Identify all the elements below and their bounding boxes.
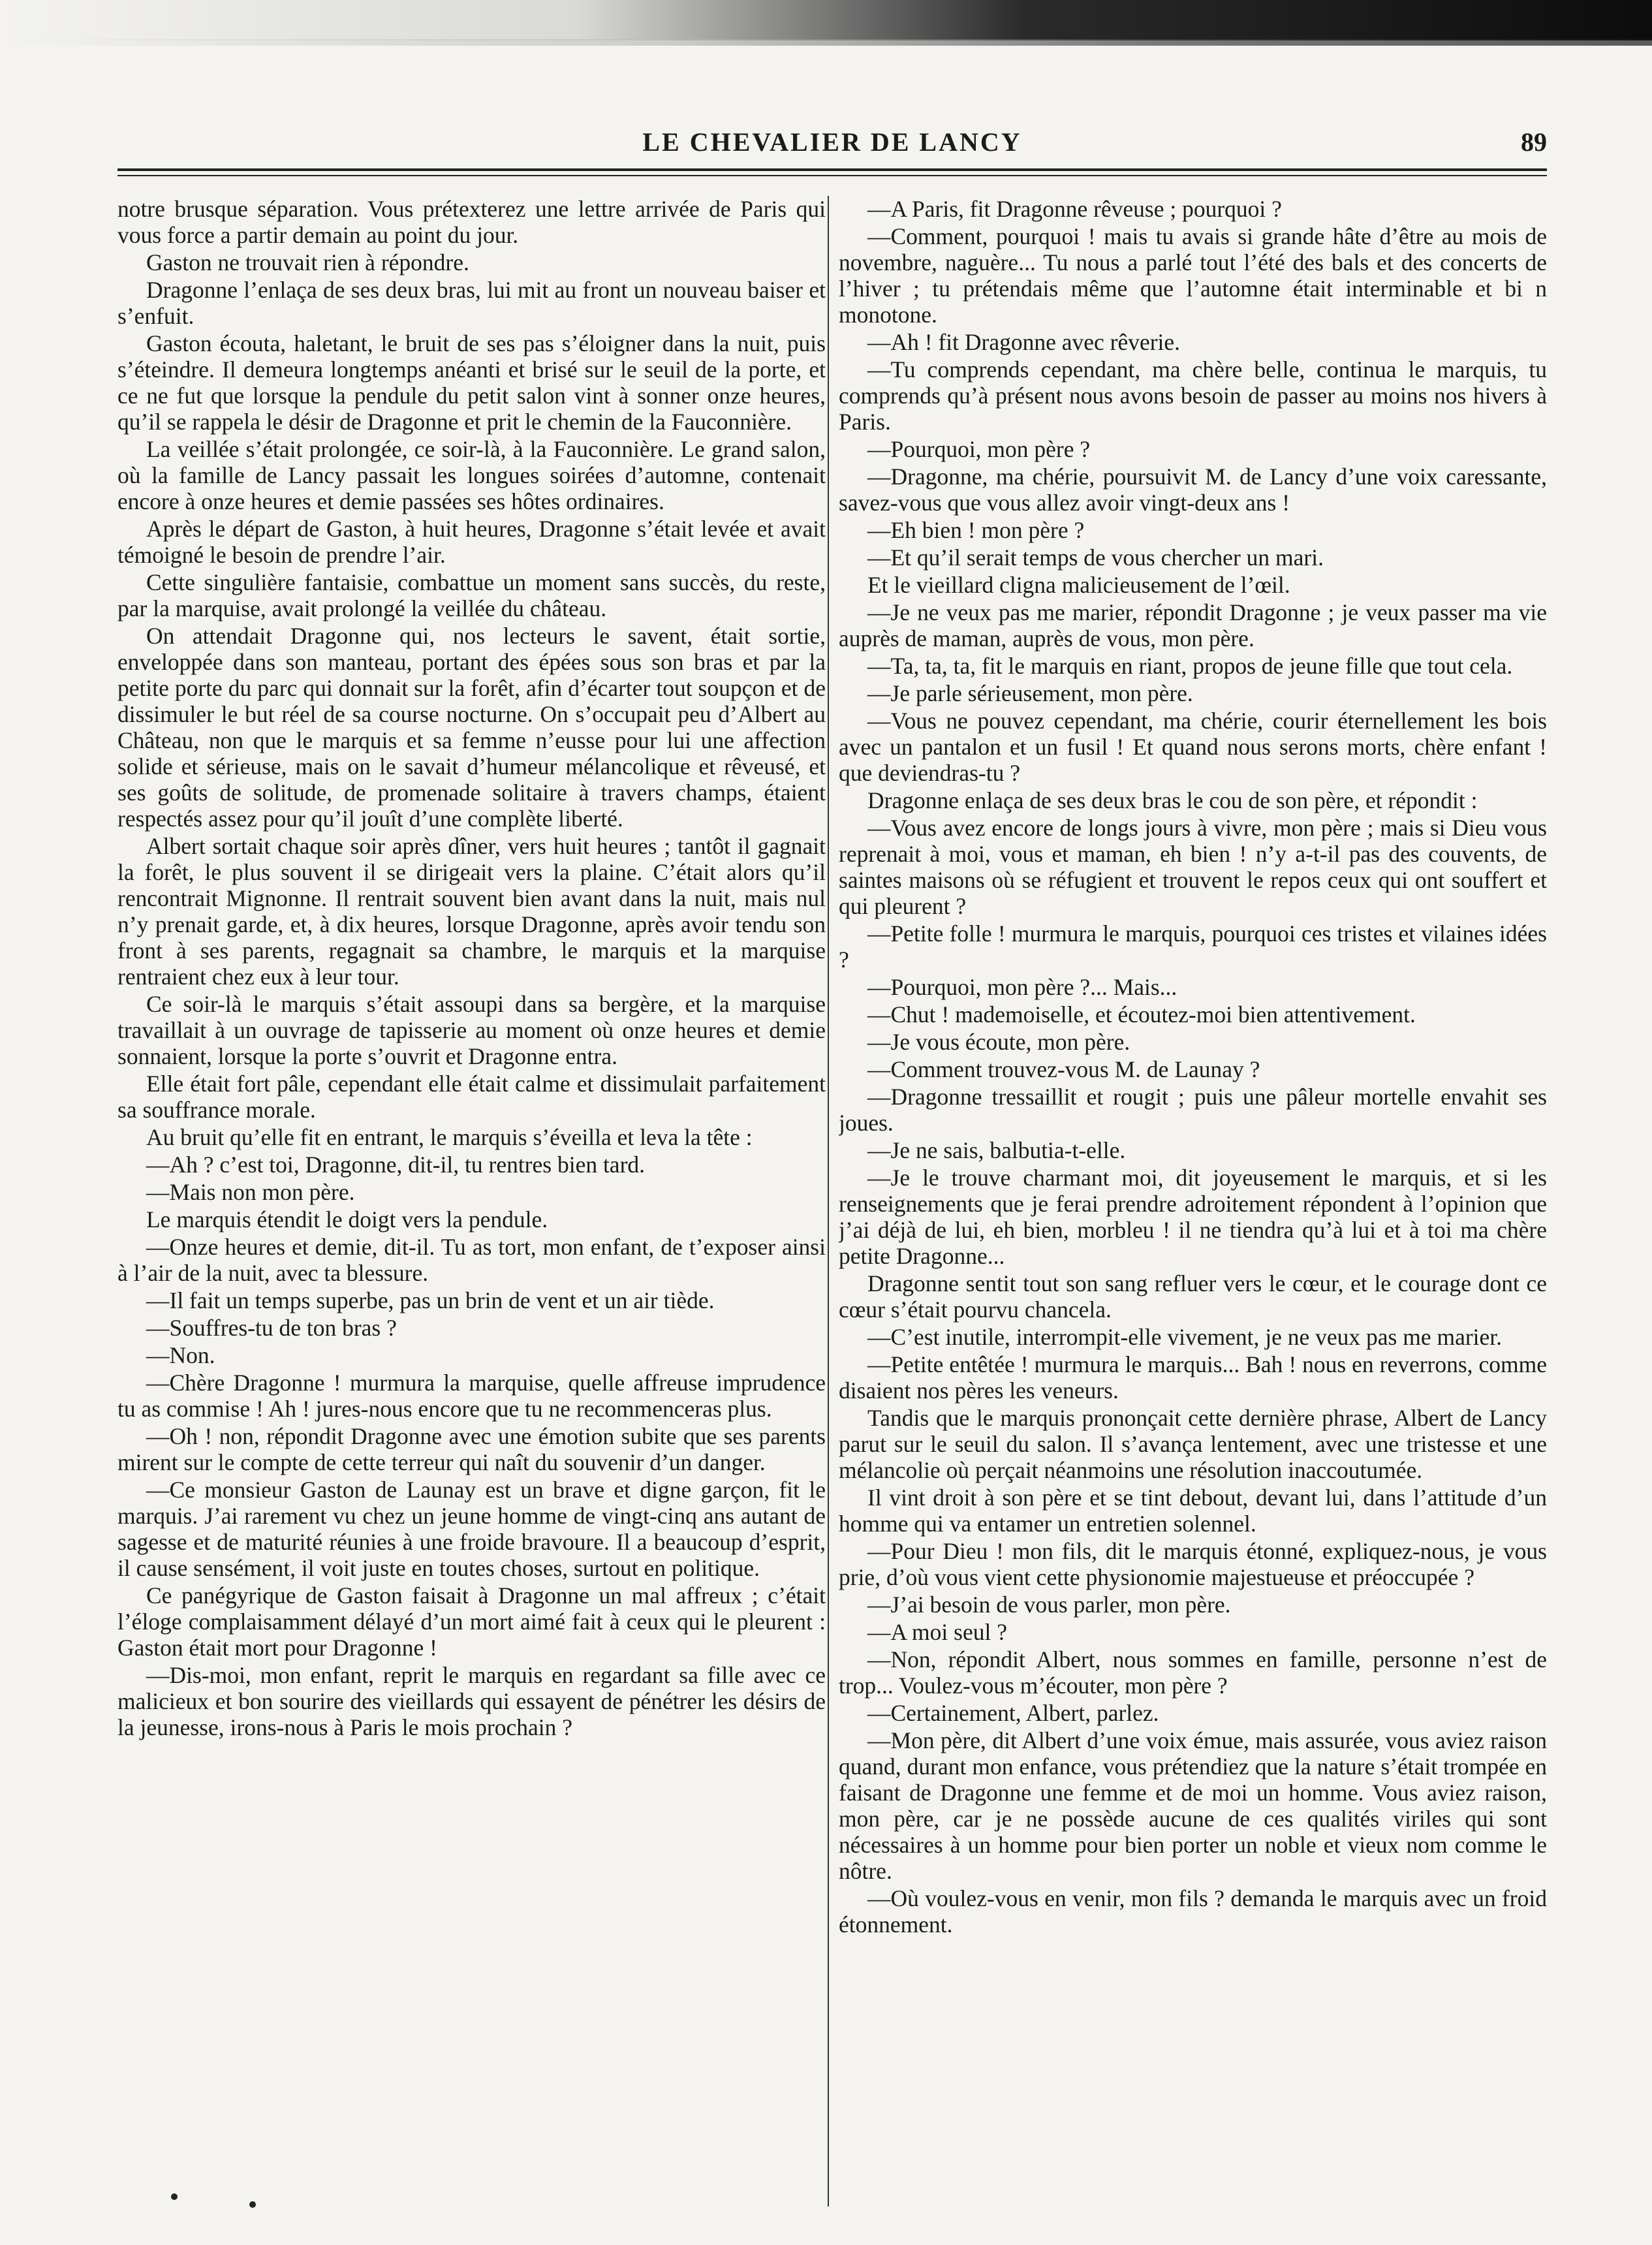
- paragraph: —Je le trouve charmant moi, dit joyeusement le marquis, et si les renseignements que je ferai prendre adroitement répondent à l’opinion que j’ai déjà de lui, eh bien, morbleu ! il ne tiendra qu’à lui et à toi ma chère petite Dragonne...: [839, 1165, 1547, 1269]
- paragraph: Et le vieillard cligna malicieusement de l’œil.: [867, 572, 1290, 598]
- paragraph: —Non.: [146, 1342, 215, 1368]
- paragraph: —Vous ne pouvez cependant, ma chérie, courir éternellement les bois avec un pantalon et un fusil ! Et quand nous serons morts, chère enfant ! que deviendras-tu ?: [839, 708, 1547, 786]
- paragraph: Ce soir-là le marquis s’était assoupi dans sa bergère, et la marquise travaillait à un ouvrage de tapisserie au moment où onze heures et demie sonnaient, lorsque la porte s’ouvrit et Dragonne entra.: [117, 991, 826, 1069]
- paragraph: Dragonne l’enlaça de ses deux bras, lui mit au front un nouveau baiser et s’enfuit.: [117, 277, 826, 329]
- paragraph: —Dis-moi, mon enfant, reprit le marquis en regardant sa fille avec ce malicieux et bon sourire des vieillards qui essayent de pénétrer les désirs de la jeunesse, irons-nous à Paris le mois prochain ?: [117, 1662, 826, 1740]
- paragraph: —Souffres-tu de ton bras ?: [146, 1315, 397, 1341]
- paragraph: —Ce monsieur Gaston de Launay est un brave et digne garçon, fit le marquis. J’ai rarement vu chez un jeune homme de vingt-cinq ans autant de sagesse et de maturité réunies à une froide bravoure. Il a beaucoup d’esprit, il cause sensément, il voit juste en toutes choses, surtout en politique.: [117, 1477, 826, 1581]
- paragraph: —Je ne sais, balbutia-t-elle.: [867, 1137, 1126, 1163]
- paragraph: Dragonne sentit tout son sang refluer vers le cœur, et le courage dont ce cœur s’était pourvu chancela.: [839, 1270, 1547, 1323]
- paragraph: —Non, répondit Albert, nous sommes en famille, personne n’est de trop... Voulez-vous m’écouter, mon père ?: [839, 1646, 1547, 1699]
- paragraph: —Petite entêtée ! murmura le marquis... Bah ! nous en reverrons, comme disaient nos pères les veneurs.: [839, 1351, 1547, 1404]
- left-column: [117, 196, 826, 2213]
- paragraph: —Oh ! non, répondit Dragonne avec une émotion subite que ses parents mirent sur le compte de cette terreur qui naît du souvenir d’un danger.: [117, 1423, 826, 1475]
- paragraph: —Vous avez encore de longs jours à vivre, mon père ; mais si Dieu vous reprenait à moi, vous et maman, eh bien ! n’y a-t-il pas des couvents, de saintes maisons où se réfugient et trouvent le repos ceux qui ont souffert et qui pleurent ?: [839, 815, 1547, 919]
- paragraph: —Onze heures et demie, dit-il. Tu as tort, mon enfant, de t’exposer ainsi à l’air de la nuit, avec ta blessure.: [117, 1234, 826, 1286]
- running-title: LE CHEVALIER DE LANCY: [642, 127, 1022, 157]
- paragraph: Après le départ de Gaston, à huit heures, Dragonne s’était levée et avait témoigné le besoin de prendre l’air.: [117, 516, 826, 568]
- paragraph: —Où voulez-vous en venir, mon fils ? demanda le marquis avec un froid étonnement.: [839, 1885, 1547, 1938]
- paragraph: Dragonne enlaça de ses deux bras le cou de son père, et répondit :: [867, 787, 1478, 813]
- paragraph: Elle était fort pâle, cependant elle était calme et dissimulait parfaitement sa souffrance morale.: [117, 1071, 826, 1123]
- paragraph: —J’ai besoin de vous parler, mon père.: [867, 1592, 1231, 1618]
- paragraph: —Comment trouvez-vous M. de Launay ?: [867, 1056, 1260, 1082]
- paragraph: La veillée s’était prolongée, ce soir-là, à la Fauconnière. Le grand salon, où la famille de Lancy passait les longues soirées d’automne, contenait encore à onze heures et demie passées ses hôtes ordinaires.: [117, 436, 826, 514]
- paragraph: Il vint droit à son père et se tint debout, devant lui, dans l’attitude d’un homme qui va entamer un entretien solennel.: [839, 1484, 1547, 1537]
- header-rule-thick: [117, 168, 1547, 171]
- page-number: 89: [1521, 127, 1547, 157]
- paragraph: —Pourquoi, mon père ?... Mais...: [867, 974, 1177, 1000]
- paragraph: —Tu comprends cependant, ma chère belle, continua le marquis, tu comprends qu’à présent nous avons besoin de passer au moins nos hivers à Paris.: [839, 356, 1547, 435]
- paragraph: Au bruit qu’elle fit en entrant, le marquis s’éveilla et leva la tête :: [146, 1124, 753, 1150]
- paragraph: —Comment, pourquoi ! mais tu avais si grande hâte d’être au mois de novembre, naguère... Tu nous a parlé tout l’été des bals et des concerts de l’hiver ; tu prétendais même que l’automne était interminable et bi n monotone.: [839, 223, 1547, 328]
- paragraph: —Dragonne tressaillit et rougit ; puis une pâleur mortelle envahit ses joues.: [839, 1084, 1547, 1136]
- paragraph: Tandis que le marquis prononçait cette dernière phrase, Albert de Lancy parut sur le seuil du salon. Il s’avança lentement, avec une tristesse et une mélancolie où perçait néanmoins une résolution inaccoutumée.: [839, 1405, 1547, 1483]
- paragraph: —Pourquoi, mon père ?: [867, 436, 1091, 462]
- paragraph: —A moi seul ?: [867, 1619, 1007, 1645]
- column-divider: [828, 196, 829, 2206]
- header-rule-thin: [117, 175, 1547, 176]
- paragraph: Cette singulière fantaisie, combattue un moment sans succès, du reste, par la marquise, avait prolongé la veillée du château.: [117, 569, 826, 621]
- paragraph: —Et qu’il serait temps de vous chercher un mari.: [867, 544, 1324, 571]
- paragraph: —Ta, ta, ta, fit le marquis en riant, propos de jeune fille que tout cela.: [867, 653, 1513, 679]
- paragraph: —Ah ! fit Dragonne avec rêverie.: [867, 329, 1181, 355]
- paragraph: —Pour Dieu ! mon fils, dit le marquis étonné, expliquez-nous, je vous prie, d’où vous vient cette physionomie majestueuse et préoccupée ?: [839, 1538, 1547, 1590]
- paragraph: —C’est inutile, interrompit-elle vivement, je ne veux pas me marier.: [867, 1324, 1503, 1350]
- paragraph: —Je vous écoute, mon père.: [867, 1029, 1130, 1055]
- scan-top-band: [0, 0, 1652, 40]
- paragraph: Gaston écouta, haletant, le bruit de ses pas s’éloigner dans la nuit, puis s’éteindre. Il demeura longtemps anéanti et brisé sur le seuil de la porte, et ce ne fut que lorsque la pendule du petit salon vint à sonner onze heures, qu’il se rappela le désir de Dragonne et prit le chemin de la Fauconnière.: [117, 330, 826, 435]
- paragraph: —Certainement, Albert, parlez.: [867, 1700, 1159, 1726]
- scan-top-band-edge: [0, 39, 1652, 46]
- paragraph: —Je parle sérieusement, mon père.: [867, 680, 1193, 706]
- right-column: [839, 196, 1547, 2213]
- paragraph: —Mais non mon père.: [146, 1179, 355, 1205]
- paragraph: —Ah ? c’est toi, Dragonne, dit-il, tu rentres bien tard.: [146, 1152, 646, 1178]
- scan-speck: [171, 2193, 178, 2200]
- scan-speck: [249, 2201, 256, 2208]
- paragraph: —Il fait un temps superbe, pas un brin de vent et un air tiède.: [146, 1287, 715, 1313]
- paragraph: —Mon père, dit Albert d’une voix émue, mais assurée, vous aviez raison quand, durant mon enfance, vous prétendiez que la nature s’était trompée en faisant de Dragonne une femme et de moi un homme. Vous aviez raison, mon père, car je ne possède aucune de ces qualités viriles qui sont nécessaires à un homme pour bien porter un noble et vieux nom comme le nôtre.: [839, 1727, 1547, 1884]
- paragraph: —A Paris, fit Dragonne rêveuse ; pourquoi ?: [867, 196, 1282, 222]
- paragraph: —Eh bien ! mon père ?: [867, 517, 1085, 543]
- paragraph: —Chère Dragonne ! murmura la marquise, quelle affreuse imprudence tu as commise ! Ah ! jures-nous encore que tu ne recommenceras plus.: [117, 1370, 826, 1422]
- paragraph: notre brusque séparation. Vous prétexterez une lettre arrivée de Paris qui vous force a partir demain au point du jour.: [117, 196, 826, 248]
- paragraph: Le marquis étendit le doigt vers la pendule.: [146, 1206, 548, 1232]
- paragraph: Gaston ne trouvait rien à répondre.: [146, 249, 469, 275]
- paragraph: —Dragonne, ma chérie, poursuivit M. de Lancy d’une voix caressante, savez-vous que vous allez avoir vingt-deux ans !: [839, 463, 1547, 516]
- paragraph: On attendait Dragonne qui, nos lecteurs le savent, était sortie, enveloppée dans son manteau, portant des épées sous son bras et par la petite porte du parc qui donnait sur la forêt, afin d’écarter tout soupçon et de dissimuler le but réel de sa course nocturne. On s’occupait peu d’Albert au Château, non que le marquis et sa femme n’eusse pour lui une affection solide et sérieuse, mais on le savait d’humeur mélancolique et rêveusé, et ses goûts de solitude, de promenade solitaire à travers champs, étaient respectés assez pour qu’il jouît d’une complète liberté.: [117, 623, 826, 832]
- page-header: [117, 124, 1547, 163]
- paragraph: —Chut ! mademoiselle, et écoutez-moi bien attentivement.: [867, 1001, 1416, 1028]
- paragraph: —Petite folle ! murmura le marquis, pourquoi ces tristes et vilaines idées ?: [839, 920, 1547, 973]
- paragraph: Albert sortait chaque soir après dîner, vers huit heures ; tantôt il gagnait la forêt, le plus souvent il se dirigeait vers la plaine. C’était alors qu’il rencontrait Mignonne. Il rentrait souvent bien avant dans la nuit, mais nul n’y prenait garde, et, à dix heures, lorsque Dragonne, après avoir tendu son front à ses parents, regagnait sa chambre, le marquis et la marquise rentraient chez eux à leur tour.: [117, 833, 826, 990]
- paragraph: —Je ne veux pas me marier, répondit Dragonne ; je veux passer ma vie auprès de maman, auprès de vous, mon père.: [839, 599, 1547, 652]
- paragraph: Ce panégyrique de Gaston faisait à Dragonne un mal affreux ; c’était l’éloge complaisamment délayé d’un mort aimé fait à ceux qui le pleurent : Gaston était mort pour Dragonne !: [117, 1582, 826, 1661]
